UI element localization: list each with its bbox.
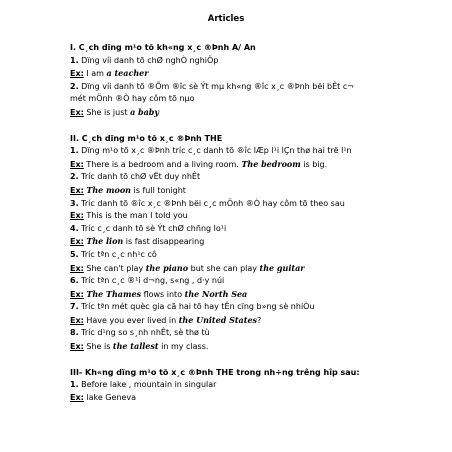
example-2-5 bbox=[70, 262, 410, 276]
example-label: Ex: bbox=[70, 263, 84, 273]
example-label: Ex: bbox=[70, 315, 84, 325]
rule-number: 2. bbox=[70, 81, 79, 91]
rule-number: 2. bbox=[70, 172, 79, 182]
example-label: Ex: bbox=[70, 211, 84, 221]
example-label: Ex: bbox=[70, 342, 84, 352]
example-label: Ex: bbox=[70, 392, 84, 402]
rule-number: 8. bbox=[70, 328, 79, 338]
rule-text: Tríc d¹ng so s¸nh nhÊt, sè thø tù bbox=[78, 328, 210, 338]
example-text: lake Geneva bbox=[83, 392, 137, 402]
rule-2-1 bbox=[70, 145, 410, 158]
rule-2-2 bbox=[70, 171, 410, 184]
rule-3-1 bbox=[70, 379, 410, 392]
page-title: Articles bbox=[207, 14, 245, 24]
rule-number: 4. bbox=[70, 223, 79, 233]
example-text-end: ? bbox=[257, 315, 262, 325]
example-2-7 bbox=[70, 314, 410, 328]
rule-number: 5. bbox=[70, 249, 79, 259]
example-text-end: in my class. bbox=[158, 342, 209, 352]
section-heading-2: II. C¸ch dïng m¹o tõ x¸c ®Þnh THE bbox=[70, 133, 223, 143]
example-text: She is just bbox=[83, 107, 131, 117]
example-emphasis: The bedroom bbox=[241, 158, 301, 169]
rule-text: Tríc danh tõ chØ vËt duy nhÊt bbox=[78, 172, 201, 182]
example-emphasis: The lion bbox=[86, 236, 124, 247]
rule-1-1 bbox=[70, 55, 410, 68]
example-1-2 bbox=[70, 106, 410, 120]
example-emphasis: the tallest bbox=[112, 341, 159, 352]
rule-text: Dïng víi danh tõ chØ nghÒ nghiÖp bbox=[78, 55, 219, 65]
example-label: Ex: bbox=[70, 69, 84, 79]
example-2-8 bbox=[70, 340, 410, 354]
example-label: Ex: bbox=[70, 289, 84, 299]
rule-2-4 bbox=[70, 223, 410, 236]
rule-number: 3. bbox=[70, 198, 79, 208]
example-emphasis: the United States bbox=[178, 314, 258, 325]
example-label: Ex: bbox=[70, 185, 84, 195]
document-body bbox=[70, 42, 410, 404]
example-label: Ex: bbox=[70, 159, 84, 169]
example-text: She can't play bbox=[83, 263, 146, 273]
example-1-1 bbox=[70, 67, 410, 81]
example-2-4 bbox=[70, 235, 410, 249]
example-2-1 bbox=[70, 158, 410, 172]
rule-2-3 bbox=[70, 198, 410, 211]
rule-2-8 bbox=[70, 327, 410, 340]
example-text: Have you ever lived in bbox=[83, 315, 179, 325]
example-emphasis: The moon bbox=[86, 184, 131, 195]
rule-1-2-continued: mét mÖnh ®Ò hay côm tõ nµo bbox=[70, 94, 195, 104]
rule-text: Before lake , mountain in singular bbox=[78, 380, 217, 390]
rule-text: Tríc c¸c danh tõ sè Ýt chØ chñng lo¹i bbox=[78, 223, 227, 233]
rule-text: Dïng víi danh tõ ®Õm ®îc sè Ýt mµ kh«ng ®îc x¸c ®Þnh bëi bÊt c¬ bbox=[78, 81, 354, 91]
rule-number: 1. bbox=[70, 55, 79, 65]
rule-number: 6. bbox=[70, 276, 79, 286]
rule-2-7 bbox=[70, 301, 410, 314]
example-text-middle: but she can play bbox=[188, 263, 260, 273]
example-3-1 bbox=[70, 392, 410, 405]
rule-number: 7. bbox=[70, 302, 79, 312]
example-emphasis: a teacher bbox=[106, 68, 149, 79]
example-emphasis-2: the guitar bbox=[259, 262, 305, 273]
example-text-middle: flows into bbox=[141, 289, 185, 299]
section-heading-1: I. C¸ch dïng m¹o tõ kh«ng x¸c ®Þnh A/ An bbox=[70, 43, 256, 52]
rule-text: Dïng m¹o tõ x¸c ®Þnh tríc c¸c danh tõ ®îc lÆp l¹i lÇn thø hai trë l¹n bbox=[78, 146, 352, 156]
rule-text: Tríc tªn mét quèc gia cã hai tõ hay tÊn cïng b»ng sè nhiÒu bbox=[78, 302, 315, 312]
example-text-end: is full tonight bbox=[130, 185, 186, 195]
rule-1-2 bbox=[70, 81, 410, 94]
example-text: I am bbox=[83, 69, 107, 79]
example-text: There is a bedroom and a living room. bbox=[83, 159, 242, 169]
section-heading-3: III- Kh«ng dïng m¹o tõ x¸c ®Þnh THE trong nh÷ng trêng hîp sau: bbox=[70, 367, 360, 377]
example-emphasis: the piano bbox=[145, 262, 189, 273]
example-emphasis-2: the North Sea bbox=[184, 288, 248, 299]
rule-text: Tríc tªn c¸c nh¹c cô bbox=[78, 249, 157, 259]
rule-2-6 bbox=[70, 275, 410, 288]
example-emphasis: The Thames bbox=[86, 288, 142, 299]
example-2-3 bbox=[70, 210, 410, 223]
rule-number: 1. bbox=[70, 146, 79, 156]
rule-number: 1. bbox=[70, 380, 79, 390]
example-emphasis: a baby bbox=[130, 106, 160, 117]
example-2-2 bbox=[70, 184, 410, 198]
example-text-end: is fast disappearing bbox=[123, 237, 205, 247]
example-text: This is the man I told you bbox=[83, 211, 188, 221]
rule-2-5 bbox=[70, 249, 410, 262]
rule-text: Tríc danh tõ ®îc x¸c ®Þnh bëi c¸c mÖnh ®Ò hay côm tõ theo sau bbox=[78, 198, 345, 208]
example-label: Ex: bbox=[70, 237, 84, 247]
example-text: She is bbox=[83, 342, 113, 352]
rule-text: Tríc tªn c¸c ®¹i d¬ng, s«ng , d·y núi bbox=[78, 276, 225, 286]
example-text-end: is big. bbox=[300, 159, 328, 169]
example-label: Ex: bbox=[70, 107, 84, 117]
example-2-6 bbox=[70, 288, 410, 302]
